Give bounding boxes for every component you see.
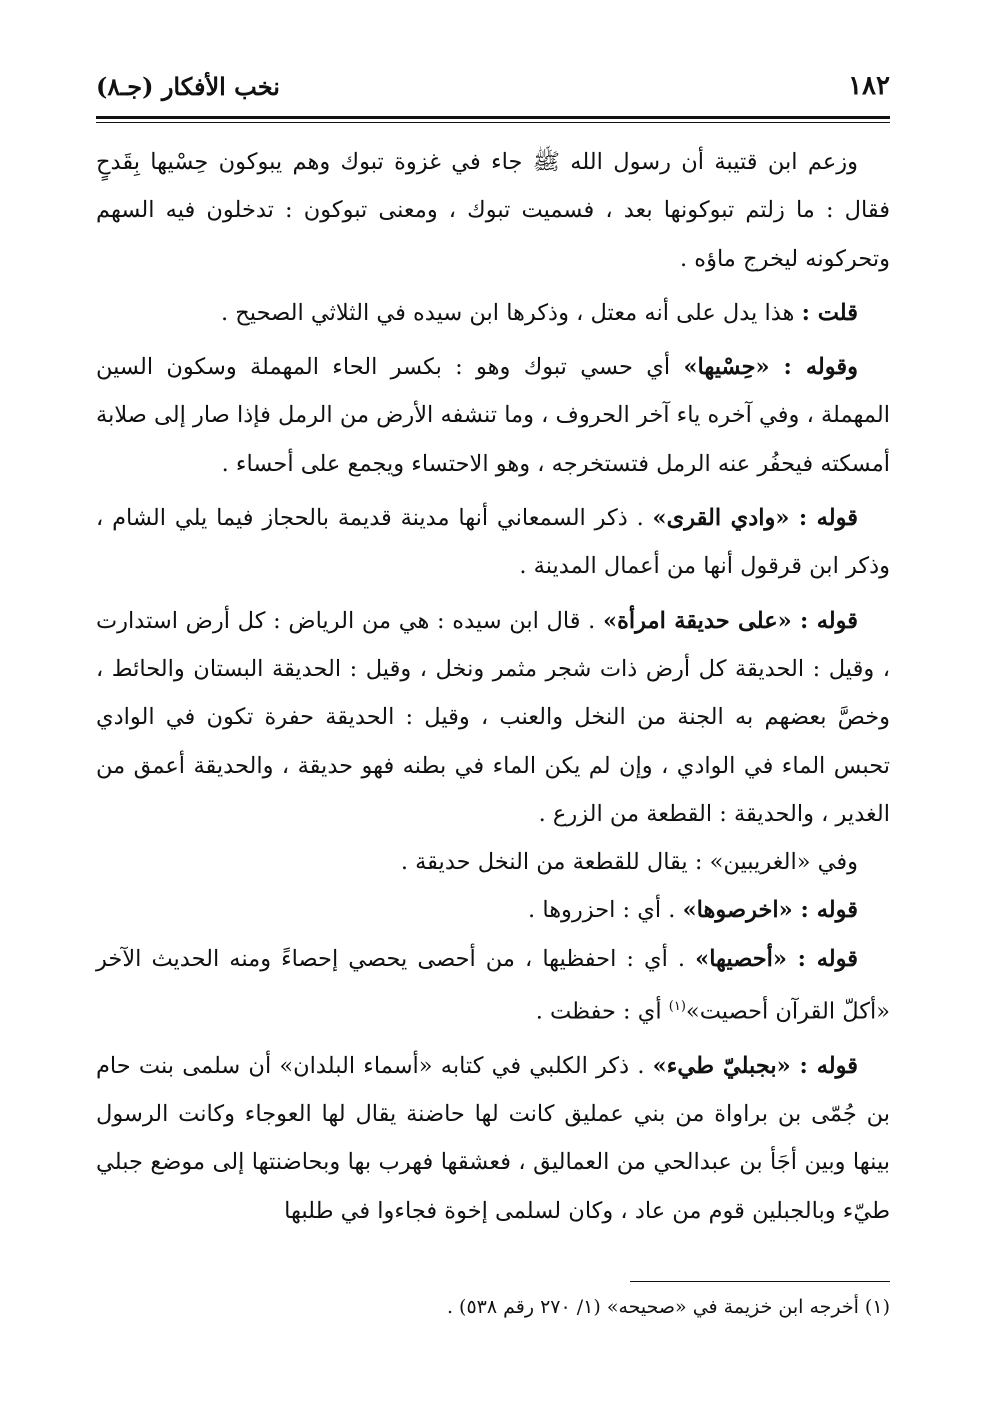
body-text bbox=[96, 138, 890, 1235]
paragraph bbox=[96, 838, 890, 886]
running-title: نخب الأفكار (جـ٨) bbox=[96, 71, 280, 101]
paragraph bbox=[96, 1042, 890, 1235]
paragraph bbox=[96, 494, 890, 591]
paragraph-lead: قلت : bbox=[801, 299, 858, 326]
paragraph-lead: قوله : «على حديقة امرأة» bbox=[603, 607, 859, 634]
footnote-reference: (١) bbox=[668, 999, 686, 1015]
paragraph bbox=[96, 138, 890, 283]
paragraph bbox=[96, 886, 890, 934]
paragraph-text: . ذكر السمعاني أنها مدينة قديمة بالحجاز فيما يلي الشام ، وذكر ابن قرقول أنها من أعمال المدينة . bbox=[96, 505, 890, 580]
paragraph-text: وفي «الغريبين» : يقال للقطعة من النخل حديقة . bbox=[400, 849, 858, 876]
paragraph bbox=[96, 343, 890, 488]
paragraph-lead: قوله : «أحصيها» bbox=[695, 945, 858, 972]
paragraph bbox=[96, 289, 890, 337]
paragraph bbox=[96, 935, 890, 1036]
paragraph-lead: وقوله : «حِسْيها» bbox=[683, 354, 858, 381]
footnote-rule bbox=[630, 1281, 890, 1282]
paragraph-text: . قال ابن سيده : هي من الرياض : كل أرض استدارت ، وقيل : الحديقة كل أرض ذات شجر مثمر ونخل ، وقيل : الحديقة البستان والحائط ، وخصَّ بعضهم به الجنة من النخل والعنب ، وقيل : الحديقة حفرة تكون في الوادي تحبس الماء في الوادي ، وإن لم يكن الماء في بطنه فهو حديقة ، والحديقة أعمق من الغدير ، والحديقة : القطعة من الزرع . bbox=[96, 607, 890, 827]
header-rule-thick bbox=[96, 116, 890, 119]
paragraph-text: أي حسي تبوك وهو : بكسر الحاء المهملة وسكون السين المهملة ، وفي آخره ياء آخر الحروف ، وما تنشفه الأرض من الرمل فإذا صار إلى صلابة أمسكته فيحفُر عنه الرمل فتستخرجه ، وهو الاحتساء ويجمع على أحساء . bbox=[96, 354, 890, 477]
paragraph-lead: قوله : «وادي القرى» bbox=[652, 505, 858, 532]
paragraph-text: . أي : احزروها . bbox=[528, 897, 676, 924]
page-number: ١٨٢ bbox=[848, 71, 890, 101]
paragraph-tail: أي : حفظت . bbox=[535, 998, 662, 1025]
paragraph-text: هذا يدل على أنه معتل ، وذكرها ابن سيده في الثلاثي الصحيح . bbox=[220, 299, 795, 326]
header-rule-thin bbox=[96, 122, 890, 123]
paragraph-text: . أي : احفظيها ، من أحصى يحصي إحصاءً ومنه الحديث الآخر «أكلّ القرآن أحصيت» bbox=[96, 945, 890, 1025]
footnote: (١) أخرجه ابن خزيمة في «صحيحه» (١/ ٢٧٠ رقم ٥٣٨) . bbox=[446, 1296, 890, 1318]
paragraph-text: . ذكر الكلبي في كتابه «أسماء البلدان» أن سلمى بنت حام بن جُمّى بن براواة من بني عمليق كانت لها حاضنة يقال لها العوجاء وكانت الرسول بينها وبين أجَأ بن عبدالحي من العماليق ، فعشقها فهرب بها وبحاضنتها إلى موضع جبلي طيّء وبالجبلين قوم من عاد ، وكان لسلمى إخوة فجاءوا في طلبها bbox=[96, 1052, 890, 1224]
paragraph-lead: قوله : «اخرصوها» bbox=[682, 897, 858, 924]
page-header bbox=[96, 66, 890, 106]
paragraph bbox=[96, 597, 890, 838]
paragraph-text: وزعم ابن قتيبة أن رسول الله ﷺ جاء في غزوة تبوك وهم يبوكون حِسْيها بِقَدحٍ فقال : ما زلتم تبوكونها بعد ، فسميت تبوك ، ومعنى تبوكون : تدخلون فيه السهم وتحركونه ليخرج ماؤه . bbox=[96, 149, 890, 272]
paragraph-lead: قوله : «بجبليّ طيء» bbox=[652, 1052, 858, 1079]
